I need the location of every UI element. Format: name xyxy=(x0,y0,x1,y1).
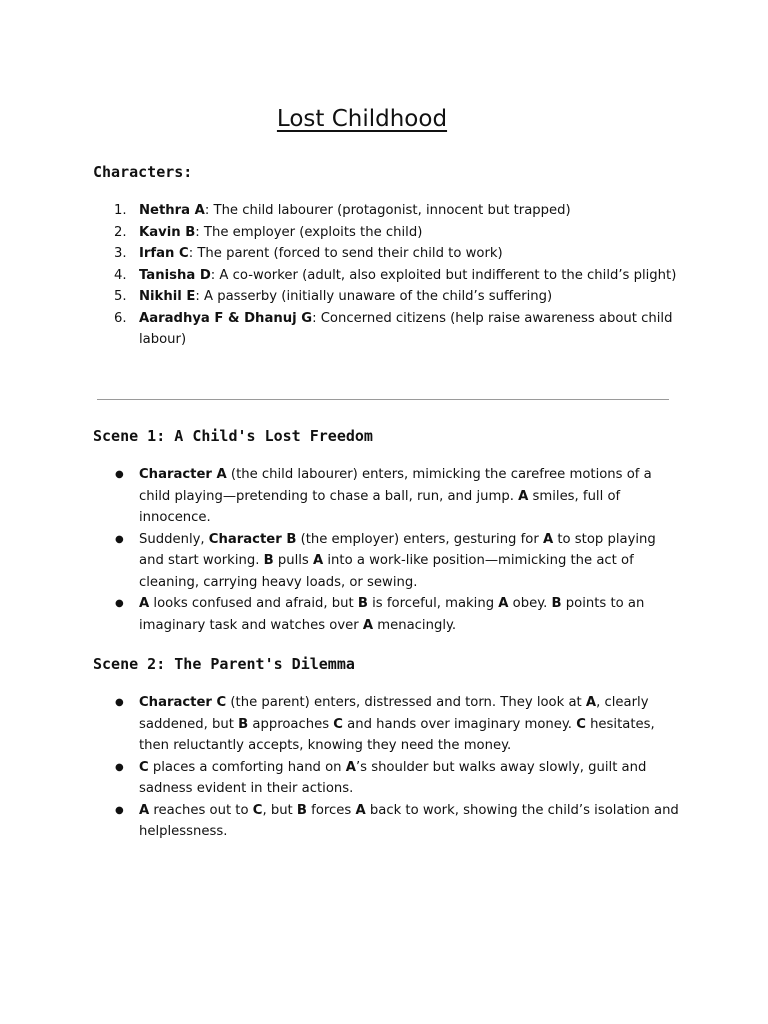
list-number: 5. xyxy=(114,289,127,304)
body-text: (the parent) enters, distressed and torn. They look at xyxy=(226,695,586,710)
body-text: hesitates, then reluctantly accepts, knowing they need the money. xyxy=(139,716,655,753)
body-text: to stop playing and start working. xyxy=(139,531,656,568)
bold-text: C xyxy=(252,802,263,818)
character-item xyxy=(93,286,683,308)
bullet-icon: ● xyxy=(115,804,124,816)
list-number: 6. xyxy=(114,310,127,326)
character-description: : The parent (forced to send their child to work) xyxy=(188,246,503,261)
scene-bullet-item xyxy=(93,757,683,800)
scene2-heading: Scene 2: The Parent's Dilemma xyxy=(93,655,355,673)
body-text: (the child labourer) enters, mimicking the carefree motions of a child playing—pretending to chase a ball, run, and jump. xyxy=(139,467,652,504)
bold-text: C xyxy=(576,716,586,732)
bold-text: B xyxy=(551,596,562,611)
body-text: into a work-like position—mimicking the act of cleaning, carrying heavy loads, or sewing. xyxy=(139,553,634,590)
characters-list xyxy=(93,200,683,351)
bold-text: A xyxy=(139,596,150,611)
scene-bullet-item xyxy=(93,800,683,843)
page-title: Lost Childhood xyxy=(276,106,448,132)
scene-bullet-item xyxy=(93,529,683,594)
character-item xyxy=(93,243,683,265)
body-text: , clearly saddened, but xyxy=(139,695,649,732)
character-name: Nethra A xyxy=(139,203,205,218)
list-number: 2. xyxy=(114,224,127,240)
character-name: Irfan C xyxy=(139,246,189,261)
character-name: Nikhil E xyxy=(139,289,196,304)
body-text: obey. xyxy=(508,596,552,611)
scene-bullet-item xyxy=(93,593,683,636)
body-text: and hands over imaginary money. xyxy=(342,716,577,732)
bold-text: A xyxy=(585,695,597,710)
bold-text: C xyxy=(333,716,343,732)
bold-text: Character A xyxy=(139,467,227,482)
character-description: : A passerby (initially unaware of the child’s suffering) xyxy=(195,289,553,304)
character-description: : A co-worker (adult, also exploited but indifferent to the child’s plight) xyxy=(210,267,677,283)
character-item xyxy=(93,308,683,351)
bold-text: A xyxy=(362,617,374,633)
body-text: , but xyxy=(262,802,297,818)
bullet-icon: ● xyxy=(115,598,124,609)
bold-text: A xyxy=(518,488,529,504)
body-text: approaches xyxy=(248,716,334,732)
character-item xyxy=(93,222,683,244)
scene1-heading: Scene 1: A Child's Lost Freedom xyxy=(93,427,373,445)
list-number: 1. xyxy=(114,203,127,218)
body-text: Suddenly, xyxy=(139,531,209,547)
character-item xyxy=(93,200,683,222)
body-text: forces xyxy=(306,802,356,818)
character-description: : The child labourer (protagonist, innocent but trapped) xyxy=(204,203,571,218)
bold-text: C xyxy=(139,759,149,775)
scene2-list xyxy=(93,692,683,843)
bold-text: B xyxy=(357,596,368,611)
character-description: : The employer (exploits the child) xyxy=(195,224,423,240)
characters-heading: Characters: xyxy=(93,163,193,181)
bold-text: B xyxy=(263,553,274,568)
bold-text: B xyxy=(296,802,307,818)
list-number: 3. xyxy=(114,246,127,261)
character-name: Aaradhya F & Dhanuj G xyxy=(139,310,313,326)
body-text: looks confused and afraid, but xyxy=(149,596,358,611)
bullet-icon: ● xyxy=(115,469,124,480)
scene-bullet-item xyxy=(93,464,683,529)
bold-text: A xyxy=(312,553,324,568)
body-text: is forceful, making xyxy=(367,596,499,611)
body-text: places a comforting hand on xyxy=(148,759,346,775)
body-text: ’s shoulder but walks away slowly, guilt and sadness evident in their actions. xyxy=(139,759,647,796)
bold-text: A xyxy=(542,531,554,547)
scene1-list xyxy=(93,464,683,636)
character-item xyxy=(93,265,683,287)
bullet-icon: ● xyxy=(115,697,124,708)
body-text: reaches out to xyxy=(149,802,253,818)
body-text: menacingly. xyxy=(373,617,457,633)
character-name: Kavin B xyxy=(139,224,196,240)
bold-text: Character C xyxy=(139,695,227,710)
bullet-icon: ● xyxy=(115,761,124,773)
body-text: points to an imaginary task and watches over xyxy=(139,596,645,633)
bold-text: A xyxy=(498,596,509,611)
bold-text: A xyxy=(345,759,356,775)
bold-text: A xyxy=(355,802,366,818)
character-description: : Concerned citizens (help raise awareness about child labour) xyxy=(139,310,673,347)
scene-bullet-item xyxy=(93,692,683,757)
horizontal-divider xyxy=(97,399,669,400)
body-text: smiles, full of innocence. xyxy=(139,488,621,525)
body-text: back to work, showing the child’s isolation and helplessness. xyxy=(139,802,679,839)
bullet-icon: ● xyxy=(115,533,124,545)
body-text: (the employer) enters, gesturing for xyxy=(296,531,543,547)
bold-text: A xyxy=(139,802,150,818)
list-number: 4. xyxy=(114,267,127,283)
bold-text: Character B xyxy=(208,531,297,547)
body-text: pulls xyxy=(273,553,313,568)
character-name: Tanisha D xyxy=(139,267,211,283)
bold-text: B xyxy=(238,716,249,732)
